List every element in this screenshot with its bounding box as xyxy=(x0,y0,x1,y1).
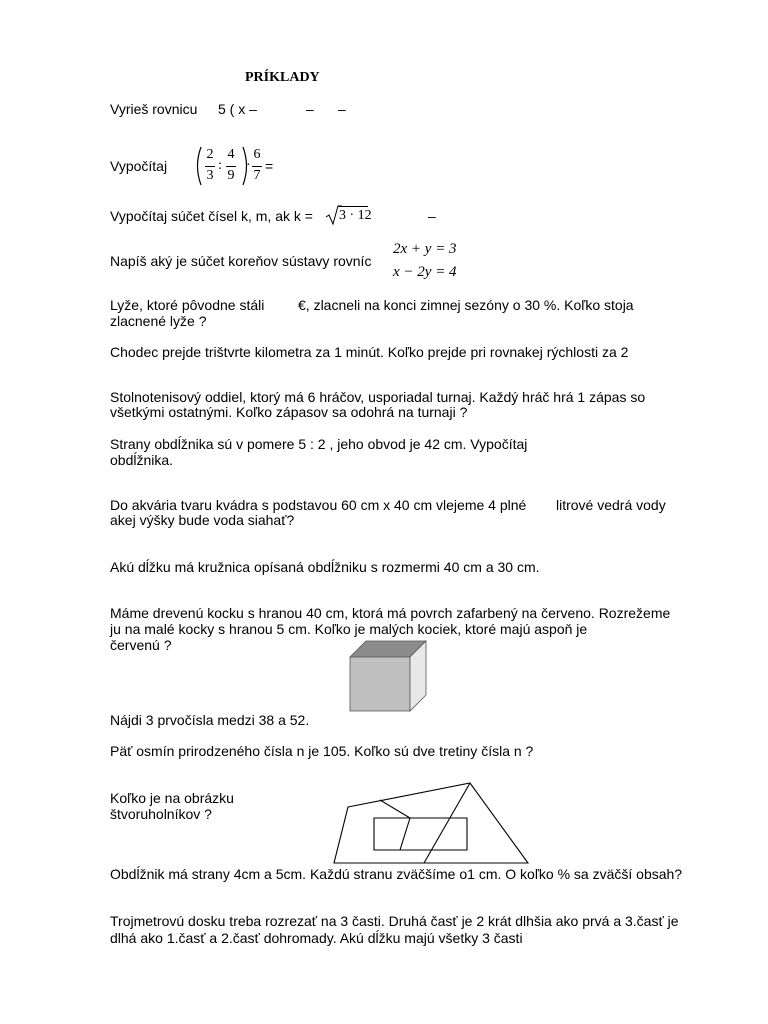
p9-line-1b: litrové vedrá vody xyxy=(556,497,666,513)
p11-line-1: Máme drevenú kocku s hranou 40 cm, ktorá má povrch zafarbený na červeno. Rozrežeme xyxy=(110,605,671,621)
p2-f3-numerator: 6 xyxy=(253,147,261,162)
p16-line-2: dlhá ako 1.časť a 2.časť dohromady. Akú dĺžku majú všetky 3 časti xyxy=(110,930,523,946)
p14-line-1: Koľko je na obrázku xyxy=(110,790,234,806)
p12-line-1: Nájdi 3 prvočísla medzi 38 a 52. xyxy=(110,712,310,728)
p10-line-1: Akú dĺžku má kružnica opísaná obdĺžniku s rozmermi 40 cm a 30 cm. xyxy=(110,559,540,575)
p8-line-1: Strany obdĺžnika sú v pomere 5 : 2 , jeho obvod je 42 cm. Vypočítaj xyxy=(110,436,528,452)
p13-line-1: Päť osmín prirodzeného čísla n je 105. Koľko sú dve tretiny čísla n ? xyxy=(110,743,534,759)
p2-f1-denominator: 3 xyxy=(206,168,214,183)
p8-line-2: obdĺžnika. xyxy=(110,452,174,468)
p3-radicand: 3 · 12 xyxy=(339,208,372,223)
p2-op-divide: : xyxy=(218,158,222,173)
p2-f1-numerator: 2 xyxy=(206,147,214,162)
p1-dash-1: – xyxy=(306,101,314,117)
p2-f2-line xyxy=(226,166,236,167)
p1-label: Vyrieš rovnicu xyxy=(110,101,198,117)
p14-line-2: štvoruholníkov ? xyxy=(110,806,212,822)
cube-illustration xyxy=(350,641,430,713)
p2-f3-denominator: 7 xyxy=(253,168,261,183)
p4-equation-2: x − 2y = 4 xyxy=(393,264,457,280)
p4-text: Napíš aký je súčet koreňov sústavy rovníc xyxy=(110,253,372,269)
p5-line-1a: Lyže, ktoré pôvodne stáli xyxy=(110,297,265,313)
p1-expression: 5 ( x – xyxy=(218,101,257,117)
p15-line-1: Obdĺžnik má strany 4cm a 5cm. Každú stranu zväčšíme o1 cm. O koľko % sa zväčší obsah? xyxy=(110,866,683,882)
p2-f2-denominator: 9 xyxy=(227,168,235,183)
p2-f2-numerator: 4 xyxy=(227,147,235,162)
p3-root-bar xyxy=(338,206,368,207)
p6-line-1: Chodec prejde trištvrte kilometra za 1 minút. Koľko prejde pri rovnakej rýchlosti za 2 xyxy=(110,344,629,360)
p2-op-multiply: · xyxy=(246,158,251,173)
p2-label: Vypočítaj xyxy=(110,158,168,174)
p16-line-1: Trojmetrovú dosku treba rozrezať na 3 časti. Druhá časť je 2 krát dlhšia ako prvá a 3.časť je xyxy=(110,913,679,929)
figure-line-3 xyxy=(424,783,470,863)
p2-f1-line xyxy=(205,166,215,167)
p4-equation-1: 2x + y = 3 xyxy=(393,241,457,257)
p9-line-2: akej výšky bude voda siahať? xyxy=(110,512,295,528)
p7-line-2: všetkými ostatnými. Koľko zápasov sa odohrá na turnaji ? xyxy=(110,404,468,420)
p3-text: Vypočítaj súčet čísel k, m, ak k = xyxy=(110,208,313,224)
figure-line-2 xyxy=(400,818,410,850)
p3-dash: – xyxy=(428,208,436,224)
quadrilateral-figure xyxy=(330,780,530,870)
p2-f3-line xyxy=(252,166,262,167)
p3-root-sign xyxy=(326,205,340,225)
p9-line-1a: Do akvária tvaru kvádra s podstavou 60 cm x 40 cm vlejeme 4 plné xyxy=(110,497,527,513)
p11-line-2: ju na malé kocky s hranou 5 cm. Koľko je malých kociek, ktoré majú aspoň je xyxy=(110,621,588,637)
figure-line-1 xyxy=(380,800,410,818)
p11-line-3: červenú ? xyxy=(110,637,172,653)
figure-inner-rectangle xyxy=(374,818,467,850)
p2-equals: = xyxy=(265,158,274,174)
p7-line-1: Stolnotenisový oddiel, ktorý má 6 hráčov, usporiadal turnaj. Každý hráč hrá 1 zápas so xyxy=(110,389,646,405)
p5-line-2: zlacnené lyže ? xyxy=(110,313,207,329)
p1-dash-2: – xyxy=(338,101,346,117)
p5-line-1b: €, zlacneli na konci zimnej sezóny o 30 %. Koľko stoja xyxy=(298,297,634,313)
page-title: PRÍKLADY xyxy=(245,70,320,85)
cube-front-face xyxy=(350,657,410,711)
